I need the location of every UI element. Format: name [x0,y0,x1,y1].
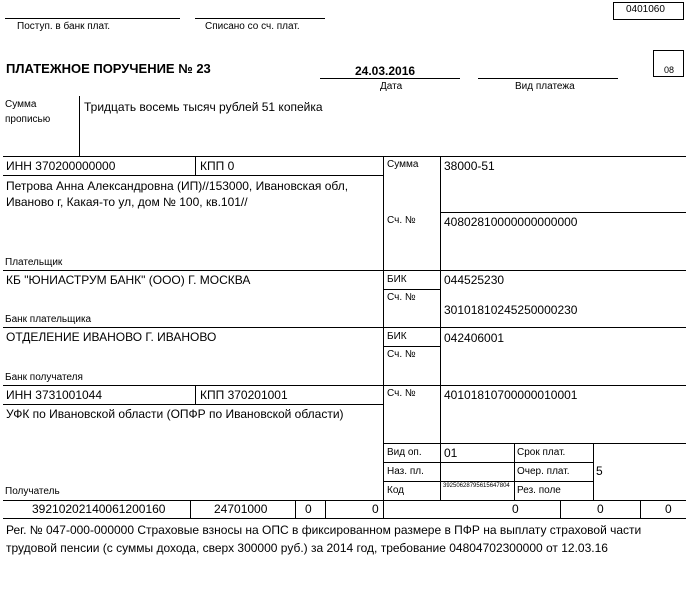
recipient-bank-account-label: Сч. № [387,349,416,360]
grid-line [3,175,383,176]
date-line [320,78,460,79]
tax-divider [325,500,326,518]
ocher-label: Очер. плат. [517,466,570,477]
vid-op-label: Вид оп. [387,447,422,458]
grid-line [195,156,196,175]
debited-line [195,18,325,19]
payer-bank-label: Банк плательщика [5,314,92,325]
payer-account-value: 40802810000000000000 [444,215,578,229]
kod-value: 39250628795615647804 [443,483,510,489]
grid-line [383,289,440,290]
grid-line [3,270,686,271]
recipient-bank-bik-value: 042406001 [444,331,505,345]
tax-divider [560,500,561,518]
srok-label: Срок плат. [517,447,566,458]
tax-field-1: 0 [305,502,312,516]
grid-line [440,212,686,213]
grid-line [3,500,686,501]
tax-field-2: 0 [372,502,379,516]
recipient-account-label: Сч. № [387,388,416,399]
payer-bank-account-label: Сч. № [387,292,416,303]
grid-line [3,327,686,328]
payer-account-label: Сч. № [387,215,416,226]
recipient-kpp: КПП 370201001 [200,388,288,402]
grid-line [3,156,686,157]
grid-line [514,443,515,500]
naz-pl-label: Наз. пл. [387,466,424,477]
grid-line [383,156,384,500]
form-code: 0401060 [626,4,665,15]
received-line [5,18,180,19]
payment-type-line [478,78,618,79]
payer-sum-label: Сумма [387,159,419,170]
received-label: Поступ. в банк плат. [17,21,111,32]
payer-bank-bik-label: БИК [387,274,407,285]
status-code: 08 [664,65,675,75]
ocher-value: 5 [596,464,603,478]
date-label: Дата [380,81,403,92]
grid-line [195,385,196,404]
recipient-bank-name: ОТДЕЛЕНИЕ ИВАНОВО Г. ИВАНОВО [6,330,217,344]
payer-label: Плательщик [5,257,63,268]
tax-kbk: 39210202140061200160 [32,502,166,516]
payment-type-label: Вид платежа [515,81,575,92]
payer-name-2: Иваново г, Какая-то ул, дом № 100, кв.101// [6,195,248,209]
recipient-label: Получатель [5,486,60,497]
payment-purpose: Рег. № 047-000-000000 Страховые взносы на ОПС в фиксированном размере в ПФР на выплату страховой части трудовой пенсии (с суммы дохода, сверх 300000 руб.) за 2014 год, требование 04804702300000 от 12.03.16 [6,523,642,555]
tax-field-4: 0 [597,502,604,516]
rez-label: Рез. поле [517,485,561,496]
payer-bank-bik-value: 044525230 [444,273,505,287]
amount-words-divider [79,96,80,156]
kod-label: Код [387,485,405,496]
grid-line [383,462,593,463]
grid-line [383,443,686,444]
payment-date: 24.03.2016 [355,64,416,78]
amount-words-value: Тридцать восемь тысяч рублей 51 копейка [84,100,323,114]
payer-bank-name: КБ "ЮНИАСТРУМ БАНК" (ООО) Г. МОСКВА [6,273,251,287]
payer-kpp: КПП 0 [200,159,235,173]
recipient-bank-bik-label: БИК [387,331,407,342]
grid-line [3,404,383,405]
page-title: ПЛАТЕЖНОЕ ПОРУЧЕНИЕ № 23 [6,61,211,76]
tax-field-5: 0 [665,502,672,516]
recipient-bank-label: Банк получателя [5,372,83,383]
grid-line [593,443,594,500]
tax-divider [190,500,191,518]
recipient-inn: ИНН 3731001044 [6,388,103,402]
debited-label: Списано со сч. плат. [205,21,300,32]
grid-line [440,156,441,500]
amount-words-label-2: прописью [5,114,51,125]
recipient-account-value: 40101810700000010001 [444,388,578,402]
payer-inn: ИНН 370200000000 [6,159,116,173]
payer-name-1: Петрова Анна Александровна (ИП)//153000, Ивановская обл, [6,179,349,193]
tax-divider [295,500,296,518]
grid-line [3,518,686,519]
tax-divider [383,500,384,518]
tax-divider [640,500,641,518]
payer-bank-account-value: 30101810245250000230 [444,303,578,317]
grid-line [3,385,686,386]
recipient-name: УФК по Ивановской области (ОПФР по Ивановской области) [6,407,344,421]
grid-line [383,346,440,347]
payer-sum-value: 38000-51 [444,159,495,173]
tax-field-3: 0 [512,502,519,516]
vid-op-value: 01 [444,446,458,460]
amount-words-label-1: Сумма [5,99,37,110]
tax-oktmo: 24701000 [214,502,268,516]
